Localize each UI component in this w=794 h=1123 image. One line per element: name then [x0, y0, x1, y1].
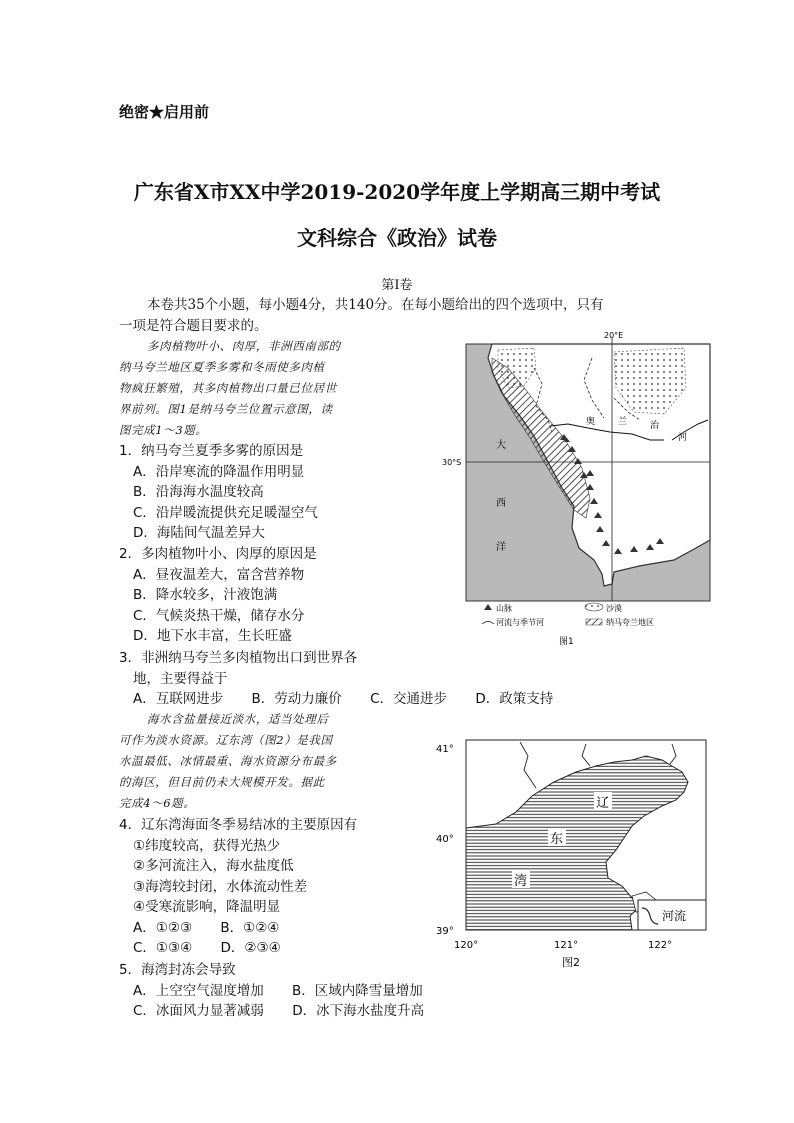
ocean-char: 大 — [496, 440, 506, 451]
option-a[interactable]: A．上空空气湿度增加 — [133, 982, 264, 999]
river-char: 兰 — [618, 417, 628, 427]
passage-line: 多肉植物叶小、肉厚，非洲西南部的 — [147, 339, 341, 353]
mountain-icon — [484, 604, 492, 610]
option-b[interactable]: B．降水较多，汁液饱满 — [133, 587, 278, 603]
legend-label: 沙漠 — [606, 604, 622, 613]
question-3 — [119, 648, 577, 710]
figure-1-map — [442, 328, 714, 650]
passage-liaodong — [119, 709, 435, 814]
passage-line: 水温最低、冰情最重、海水资源分布最多 — [119, 754, 337, 768]
passage-namaqualand — [119, 336, 451, 441]
hatch-legend-icon — [586, 619, 602, 625]
volume-label: 第I卷 — [381, 278, 413, 293]
question-stem-cont: 地，主要得益于 — [133, 670, 228, 687]
figure-2-map — [436, 736, 708, 968]
longitude-label: 121° — [554, 940, 579, 951]
option-d[interactable]: D．政策支持 — [475, 691, 554, 707]
latitude-label: 39° — [436, 926, 454, 937]
question-stem: 3．非洲纳马夸兰多肉植物出口到世界各 — [119, 650, 358, 666]
latitude-label: 40° — [436, 834, 454, 845]
exam-subtitle: 文科综合《政治》试卷 — [297, 226, 497, 250]
passage-line: 海水含盐量接近淡水，适当处理后 — [147, 712, 329, 726]
option-c[interactable]: C．①③④ — [133, 940, 193, 956]
ocean-char: 西 — [496, 498, 506, 509]
options-row — [119, 938, 357, 959]
statement-3: ③海湾较封闭，水体流动性差 — [133, 878, 308, 895]
exam-title: 广东省X市XX中学2019-2020学年度上学期高三期中考试 — [133, 180, 661, 204]
option-a[interactable]: A．昼夜温差大，富含营养物 — [133, 566, 305, 583]
statement-1: ①纬度较高，获得光热少 — [133, 837, 281, 854]
latitude-label: 30°S — [442, 458, 462, 467]
options-row — [119, 1001, 448, 1022]
passage-line: 完成4～6题。 — [119, 796, 196, 810]
option-b[interactable]: B．沿海海水温度较高 — [133, 484, 264, 500]
question-2 — [119, 544, 317, 647]
legend-label: 纳马夸兰地区 — [606, 618, 654, 627]
options-row — [119, 918, 357, 939]
option-b[interactable]: B．劳动力廉价 — [251, 691, 342, 707]
figure-1-legend — [482, 603, 654, 627]
question-stem: 1．纳马夸兰夏季多雾的原因是 — [119, 443, 304, 459]
legend-label: 河流与季节河 — [496, 618, 544, 627]
option-b[interactable]: B．区域内降雪量增加 — [292, 982, 423, 999]
latitude-label: 41° — [436, 744, 454, 755]
legend-label: 河流 — [662, 909, 687, 923]
passage-line: 图完成1～3题。 — [119, 423, 208, 437]
ocean-char: 洋 — [496, 542, 506, 553]
question-5 — [119, 960, 448, 1022]
option-c[interactable]: C．气候炎热干燥，储存水分 — [133, 607, 305, 624]
question-4 — [119, 815, 357, 959]
question-stem: 4．辽东湾海面冬季易结冰的主要原因有 — [119, 817, 358, 833]
option-d[interactable]: D．地下水丰富，生长旺盛 — [133, 628, 292, 644]
passage-line: 纳马夸兰地区夏季多雾和冬雨使多肉植 — [119, 360, 325, 374]
passage-line: 界前列。图1是纳马夸兰位置示意图，读 — [119, 402, 333, 416]
option-a[interactable]: A．沿岸寒流的降温作用明显 — [133, 463, 305, 480]
confidential-mark: 绝密★启用前 — [119, 103, 210, 121]
option-a[interactable]: A．互联网进步 — [133, 691, 224, 707]
figure-caption: 图2 — [562, 956, 580, 969]
passage-line: 物疯狂繁殖，其多肉植物出口量已位居世 — [119, 381, 337, 395]
passage-line: 的海区，但目前仍未大规模开发。据此 — [119, 775, 325, 789]
river-char: 治 — [650, 421, 660, 431]
longitude-label: 120° — [454, 940, 479, 951]
bay-char: 东 — [550, 832, 564, 847]
question-stem: 2．多肉植物叶小、肉厚的原因是 — [119, 546, 317, 562]
statement-4: ④受寒流影响，降温明显 — [133, 899, 281, 915]
statement-2: ②多河流注入，海水盐度低 — [133, 858, 294, 874]
option-d[interactable]: D．海陆间气温差异大 — [133, 525, 265, 541]
question-stem: 5．海湾封冻会导致 — [119, 962, 236, 978]
passage-line: 可作为淡水资源。辽东湾（图2）是我国 — [119, 733, 333, 747]
option-c[interactable]: C．沿岸暖流提供充足暖湿空气 — [133, 504, 318, 521]
options-row — [119, 689, 577, 710]
option-b[interactable]: B．①②④ — [220, 919, 280, 936]
option-c[interactable]: C．交通进步 — [370, 691, 448, 707]
option-d[interactable]: D．②③④ — [220, 940, 281, 956]
river-char: 河 — [678, 433, 688, 443]
desert-legend-icon — [585, 603, 603, 611]
river-legend-icon — [482, 622, 494, 625]
question-1 — [119, 441, 318, 544]
legend-label: 山脉 — [496, 604, 512, 613]
longitude-label: 20°E — [604, 331, 624, 340]
options-row — [119, 981, 448, 1002]
option-a[interactable]: A．①②③ — [133, 919, 193, 936]
longitude-label: 122° — [648, 940, 673, 951]
intro-line: 本卷共35个小题，每小题4分，共140分。在每小题给出的四个选项中，只有 — [147, 297, 604, 313]
option-d[interactable]: D．冰下海水盐度升高 — [292, 1003, 425, 1019]
bay-char: 湾 — [514, 874, 528, 889]
river-char: 奥 — [586, 417, 596, 427]
option-c[interactable]: C．冰面风力显著减弱 — [133, 1003, 264, 1019]
bay-char: 辽 — [596, 796, 610, 811]
figure-caption: 图1 — [559, 637, 574, 647]
intro-line: 一项是符合题目要求的。 — [119, 318, 268, 334]
